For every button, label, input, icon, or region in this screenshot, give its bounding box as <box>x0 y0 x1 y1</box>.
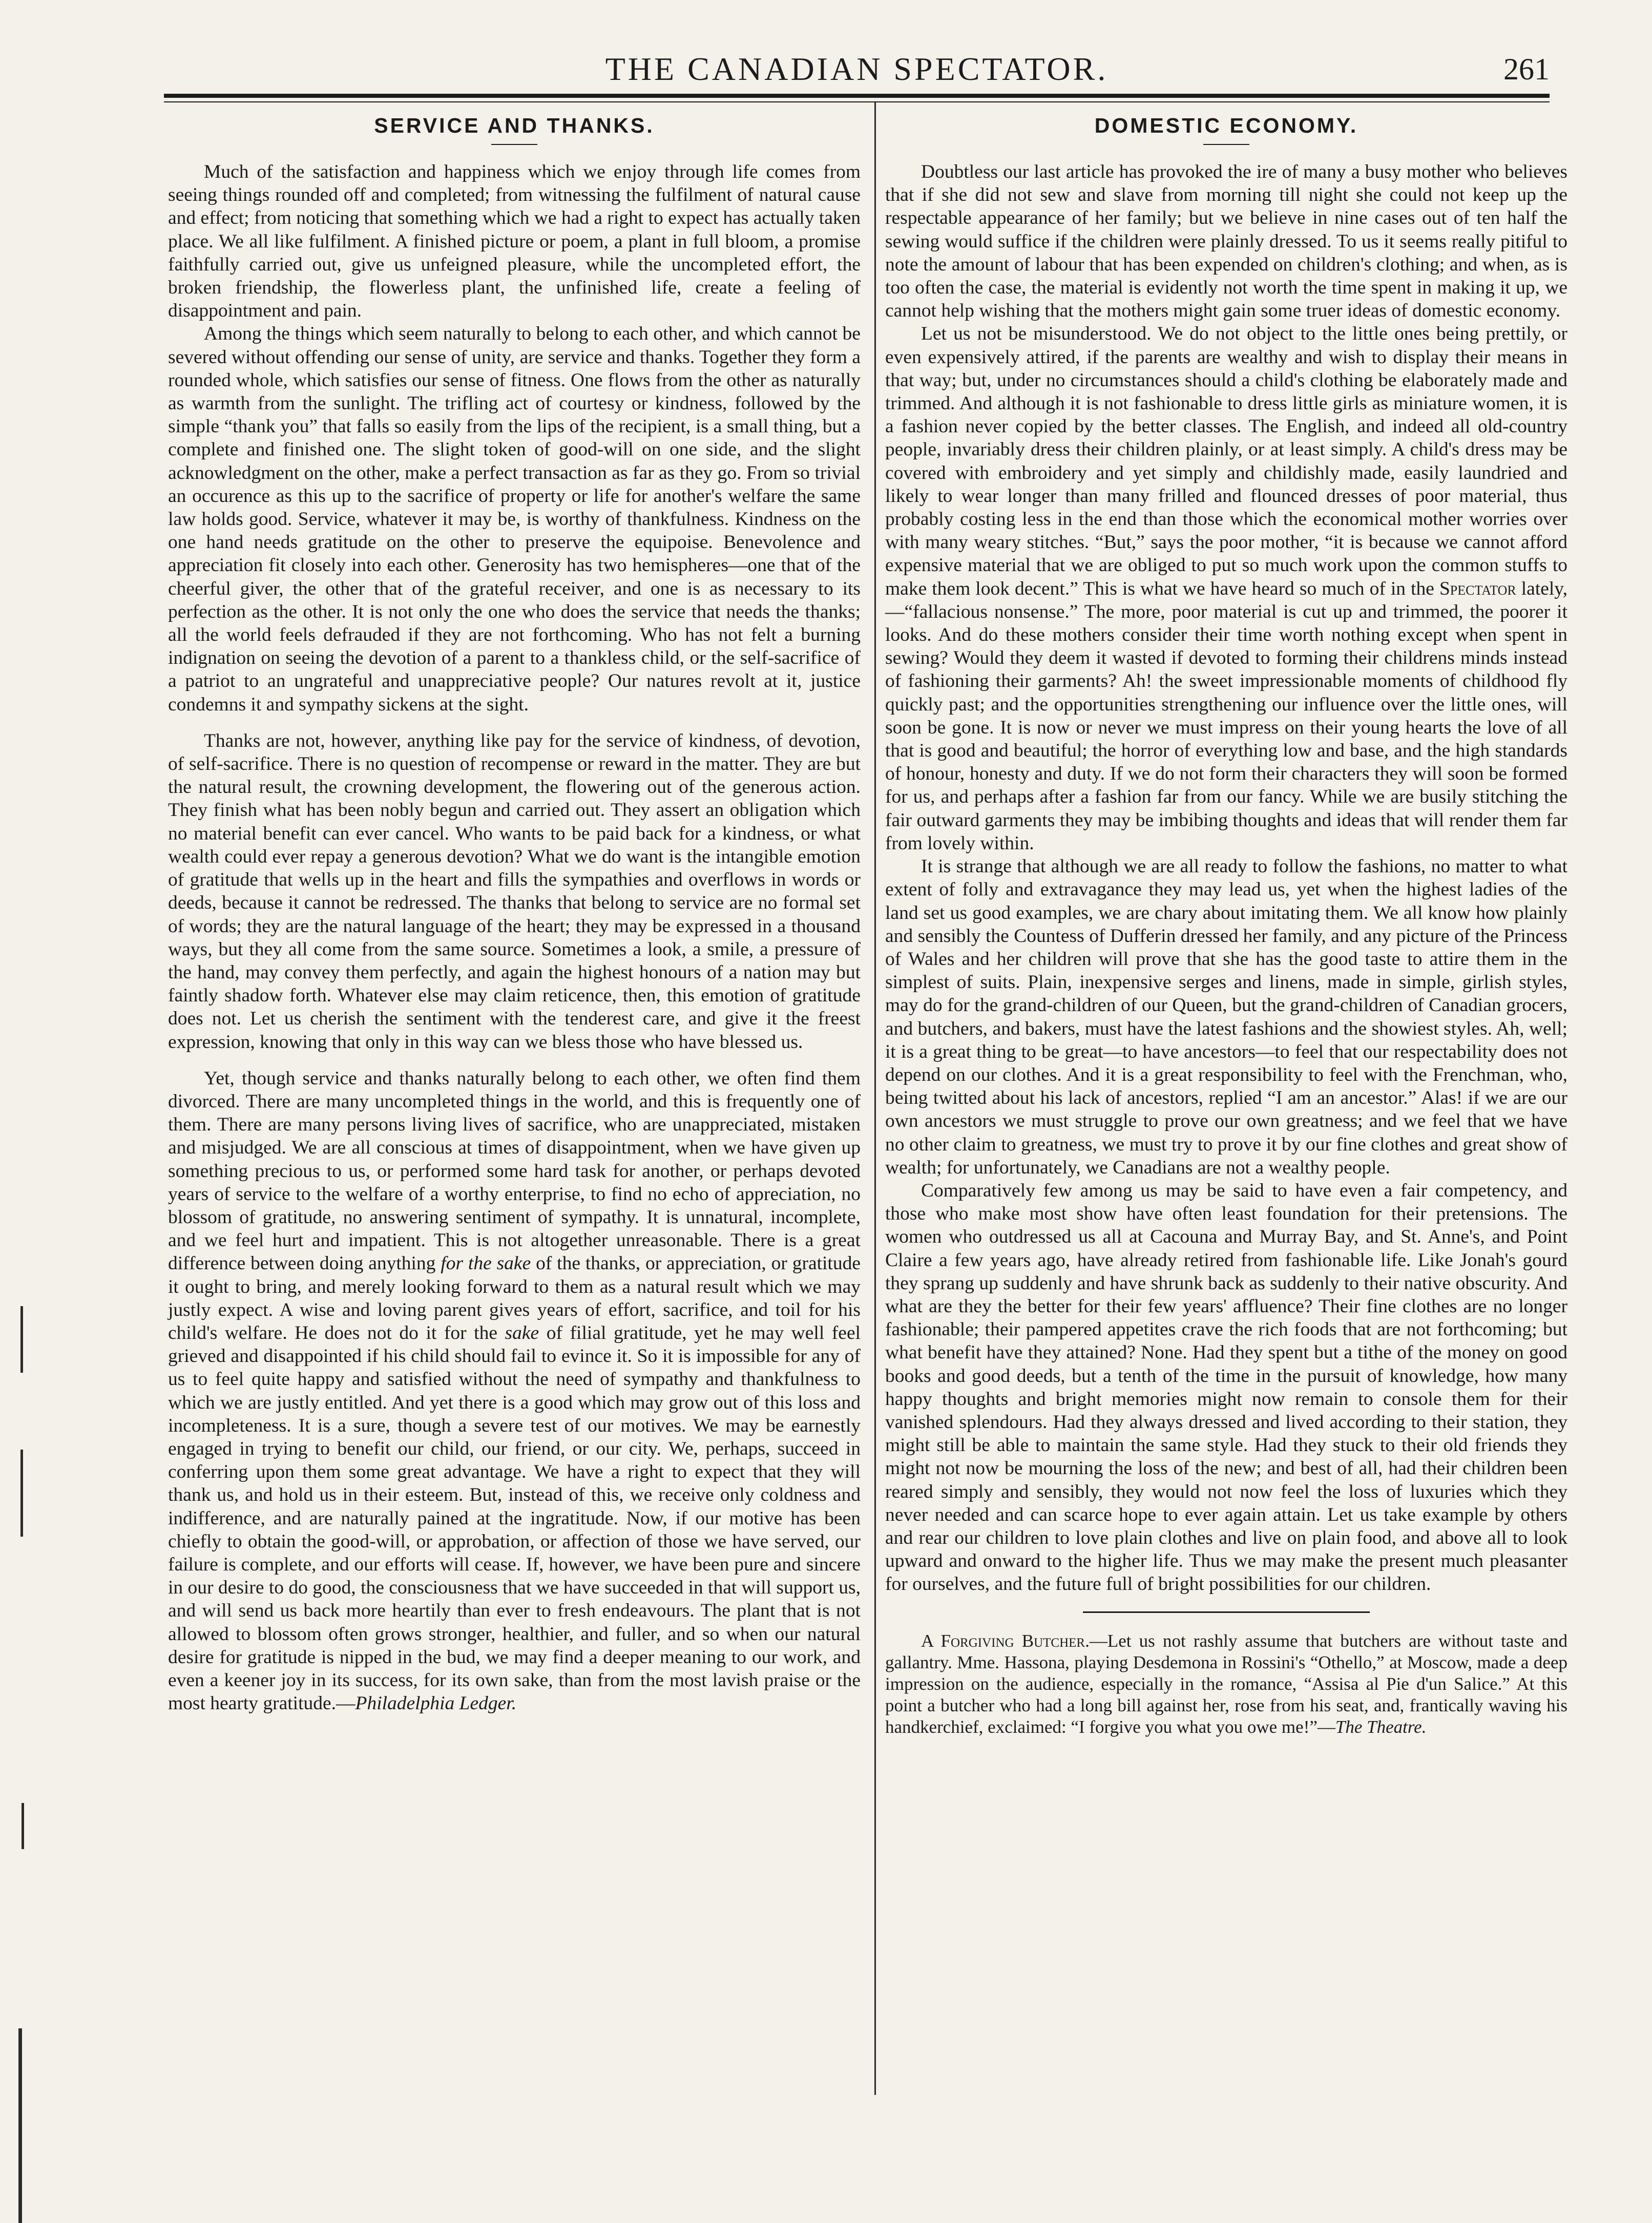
paragraph: Thanks are not, however, anything like pay for the service of kindness, of devotion, of self-sacrifice. There is no question of recompense or reward in the matter. They are but the natural result, the crowning development, the flowering out of the generous action. They finish what has been nobly begun and carried out. They assert an obligation which no material benefit can ever cancel. Who wants to be paid back for a kindness, or what wealth could ever repay a generous devotion? What we do want is the intangible emotion of gratitude that wells up in the heart and fills the sympathies and overflows in words or deeds, because it cannot be redressed. The thanks that belong to service are no formal set of words; they are the natural language of the heart; they may be expressed in a thousand ways, but they all come from the same source. Sometimes a look, a smile, a pressure of the hand, may convey them perfectly, and again the highest honours of a nation may but faintly shadow forth. Whatever else may claim reticence, then, this emotion of gratitude does not. Let us cherish the sentiment with the tenderest care, and give it the freest expression, knowing that only in this way can we bless those who have blessed us. <box>168 730 861 1053</box>
section-rule <box>1083 1611 1370 1613</box>
source-credit: Philadelphia Ledger. <box>355 1693 517 1714</box>
paragraph: Much of the satisfaction and happiness which we enjoy through life comes from seeing things rounded off and completed; from witnessing the fulfilment of natural cause and effect; from noticing that something which we had a right to expect has actually taken place. We all like fulfilment. A finished picture or poem, a plant in full bloom, a promise faithfully carried out, give us unfeigned pleasure, while the uncompleted effort, the broken friendship, the flowerless plant, the unfinished life, create a feeling of disappointment and pain. <box>168 161 861 322</box>
text-run: of the thanks, or appreciation, or gratitude it ought to bring, and merely looking forward to them as a natural result which we may justly expect. A wise and loving parent gives years of effort, sacrifice, and toil for his child's welfare. He does not do it for the <box>168 1253 861 1344</box>
title-rule <box>491 144 537 145</box>
paragraph: It is strange that although we are all ready to follow the fashions, no matter to what extent of folly and extravagance they may lead us, yet when the highest ladies of the land set us good examples, we are chary about imitating them. We all know how plainly and sensibly the Countess of Dufferin dressed her family, and any picture of the Princess of Wales and her children will prove that she has the good taste to attire them in the simplest of suits. Plain, inexpensive serges and linens, made in simple, girlish styles, may do for the grand-children of our Queen, but the grand-children of Canadian grocers, and butchers, and bakers, must have the latest fashions and the showiest styles. Ah, well; it is a great thing to be great—to have ancestors—to feel that our respectability does not depend on our clothes. And it is a great responsibility to feel with the Frenchman, who, being twitted about his lack of ancestors, replied “I am an ancestor.” Alas! if we are our own ancestors we must struggle to prove our own greatness; and we feel that we have no other claim to greatness, we must try to prove it by our fine clothes and great show of wealth; for unfortunately, we Canadians are not a wealthy people. <box>885 856 1567 1178</box>
note-paragraph <box>885 1630 1567 1738</box>
header-rule-thin <box>164 101 1550 102</box>
paragraph: Doubtless our last article has provoked the ire of many a busy mother who believes that if she did not sew and slave from morning till night she could not keep up the respectable appearance of her family; but we believe in nine cases out of ten half the sewing would suffice if the children were plainly dressed. To us it seems really pitiful to note the amount of labour that has been expended on children's clothing; and when, as is too often the case, the material is evidently not worth the time spent in making it up, we cannot help wishing that the mothers might gain some truer ideas of domestic economy. <box>885 161 1567 322</box>
text-run: lately, —“fallacious nonsense.” The more, poor material is cut up and trimmed, the poorer it looks. And do these mothers consider their time worth nothing except when spent in sewing? Would they deem it wasted if devoted to forming their childrens minds instead of fashioning their garments? Ah! the sweet impressionable moments of childhood fly quickly past; and the opportunities strengthening our influence over the little ones, will soon be gone. It is now or never we must impress on their young hearts the love of all that is good and beautiful; the horror of everything low and base, and the high standards of honour, honesty and duty. If we do not form their characters they will soon be formed for us, and perhaps after a fashion far from our fancy. While we are busily stitching the fair outward garments they may be imbibing thoughts and ideas that will render them far from lovely within. <box>885 578 1567 854</box>
paragraph: Comparatively few among us may be said to have even a fair competency, and those who make most show have often least foundation for their pretensions. The women who outdressed us all at Cacouna and Murray Bay, and St. Anne's, and Point Claire a few years ago, have already retired from fashionable life. Like Jonah's gourd they sprang up suddenly and have shrunk back as suddenly to their native obscurity. And what are they the better for their few years' affluence? Their fine clothes are no longer fashionable; their pampered appetites crave the rich foods that are not forthcoming; but what benefit have they attained? None. Had they spent but a tithe of the money on good books and good deeds, but a tenth of the time in the pursuit of knowledge, how many happy thoughts and bright memories might now remain to console them for their vanished splendours. Had they always dressed and lived according to their station, they might still be able to maintain the same style. Had they stuck to their old friends they might not now be mourning the loss of the new; and best of all, had their children been reared simply and sensibly, they would not now feel the loss of luxuries which they never needed and can scarce hope to ever again attain. Let us take example by others and rear our children to love plain clothes and live on plain food, and above all to look upward and onward to the higher life. Thus we may make the present much pleasanter for ourselves, and the future full of bright possibilities for our children. <box>885 1180 1567 1595</box>
article-title-service-and-thanks: SERVICE AND THANKS. <box>374 114 655 137</box>
margin-scan-mark <box>20 1306 23 1373</box>
text-run: Yet, though service and thanks naturally belong to each other, we often find them divorced. There are many uncompleted things in the world, and this is frequently one of them. There are many persons living lives of sacrifice, who are unappreciated, mistaken and misjudged. We are all conscious at times of disappointment, when we have given up something precious to us, or performed some hard task for another, or perhaps devoted years of service to the welfare of a worthy enterprise, to find no echo of appreciation, no blossom of gratitude, no answering sentiment of sympathy. It is unnatural, incomplete, and we feel hurt and impatient. This is not altogether unreasonable. There is a great difference between doing anything <box>168 1067 861 1274</box>
paragraph: Among the things which seem naturally to belong to each other, and which cannot be severed without offending our sense of unity, are service and thanks. Together they form a rounded whole, which satisfies our sense of fitness. One flows from the other as naturally as warmth from the sunlight. The trifling act of courtesy or kindness, followed by the simple “thank you” that falls so easily from the lips of the recipient, is a small thing, but a complete and finished one. The slight token of good-will on one side, and the slight acknowledgment on the other, make a perfect transaction as far as they go. From so trivial an occurence as this up to the sacrifice of property or life for another's welfare the same law holds good. Service, whatever it may be, is worthy of thankfulness. Kindness on the one hand needs gratitude on the other to preserve the equipoise. Benevolence and appreciation fit closely into each other. Generosity has two hemispheres—one that of the cheerful giver, the other that of the grateful receiver, and one is as necessary to its perfection as the other. It is not only the one who does the service that needs the thanks; all the world feels defrauded if they are not forthcoming. Who has not felt a burning indignation on seeing the devotion of a parent to a thankless child, or the self-sacrifice of a patriot to an ungrateful and unappreciative people? Our natures revolt at it, justice condemns it and sympathy sickens at the sight. <box>168 323 861 715</box>
source-credit: The Theatre. <box>1335 1716 1427 1737</box>
margin-scan-mark <box>22 1803 24 1849</box>
left-column <box>168 110 861 1715</box>
article-title-domestic-economy: DOMESTIC ECONOMY. <box>1094 114 1358 137</box>
margin-scan-mark <box>20 1450 23 1537</box>
italic-text: sake <box>505 1322 539 1344</box>
small-caps-text: Spectator <box>1439 578 1516 599</box>
margin-scan-mark <box>18 2028 22 2223</box>
running-head <box>164 46 1550 92</box>
publication-title: THE CANADIAN SPECTATOR. <box>605 51 1109 87</box>
text-run: Let us not be misunderstood. We do not object to the little ones being prettily, or even expensively attired, if the parents are wealthy and wish to display their means in that way; but, under no circumstances should a child's clothing be elaborately made and trimmed. And although it is not fashionable to dress little girls as miniature women, it is a fashion never copied by the better classes. The English, and indeed all old-country people, invariably dress their children plainly, or at least simply. A child's dress may be covered with embroidery and yet simply and childishly made, easily laundried and likely to wear longer than many frilled and flounced dresses of poor material, thus probably costing less in the end than those which the economical mother worries over with many weary stitches. “But,” says the poor mother, “it is because we cannot afford expensive material that we are obliged to put so much work upon the common stuffs to make them look decent.” This is what we have heard so much of in the <box>885 323 1567 599</box>
column-divider <box>874 102 876 2095</box>
title-rule <box>1203 144 1249 145</box>
header-rule-thick <box>164 94 1550 98</box>
italic-text: for the sake <box>441 1253 531 1274</box>
text-run: —Let us not rashly assume that butchers are without taste and gallantry. Mme. Hassona, playing Desdemona in Rossini's “Othello,” at Moscow, made a deep impression on the audience, especially in the romance, “Assisa al Pie d'un Salice.” At this point a butcher who had a long bill against her, rose from his seat, and, frantically waving his handkerchief, exclaimed: “I forgive you what you owe me!”— <box>885 1630 1567 1737</box>
right-column <box>885 110 1567 1738</box>
paragraph <box>168 1067 861 1715</box>
text-run: of filial gratitude, yet he may well feel grieved and disappointed if his child should fail to evince it. So it is impossible for any of us to feel quite happy and satisfied without the need of sympathy and thankfulness to which we are justly entitled. And yet there is a good which may grow out of this loss and incompleteness. It is a sure, though a severe test of our motives. We may be earnestly engaged in trying to benefit our child, our friend, or our city. We, perhaps, succeed in conferring upon them some great advantage. We have a right to expect that they will thank us, and hold us in their esteem. But, instead of this, we receive only coldness and indifference, and are naturally pained at the ingratitude. Now, if our motive has been chiefly to obtain the good-will, or approbation, or affection of those we have served, our failure is complete, and our efforts will cease. If, however, we have been pure and sincere in our desire to do good, the consciousness that we have succeeded in that will support us, and will send us back more heartily than ever to fresh endeavours. The plant that is not allowed to blossom often grows stronger, healthier, and fuller, and so when our natural desire for gratitude is nipped in the bud, we may find a deeper meaning to our work, and even a keener joy in its success, for its own sake, than from the most lavish praise or the most hearty gratitude.— <box>168 1322 861 1714</box>
note-lead: A Forgiving Butcher. <box>921 1630 1090 1651</box>
paragraph <box>885 322 1567 855</box>
page-number: 261 <box>1503 52 1550 86</box>
